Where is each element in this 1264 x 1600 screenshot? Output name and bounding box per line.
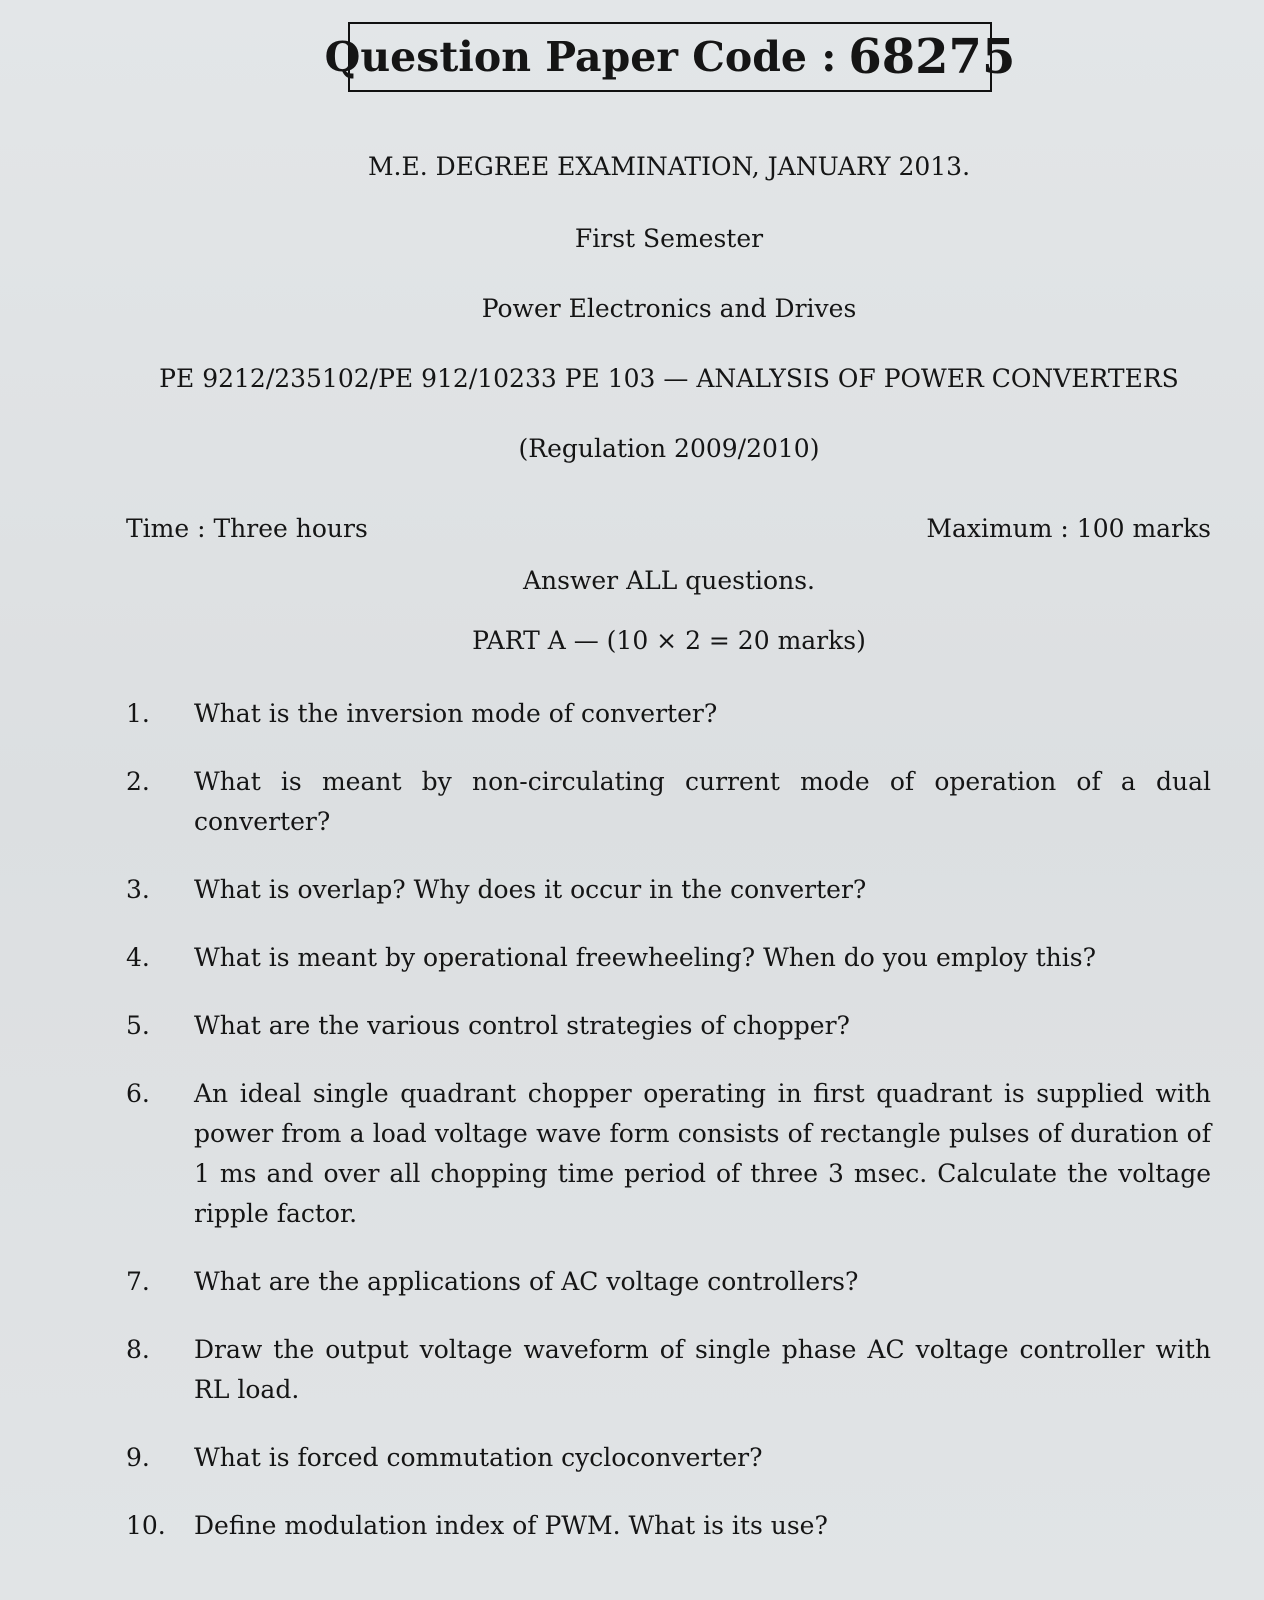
time-marks-row [126,514,1211,543]
question-text: What is the inversion mode of converter? [194,699,718,728]
question-number: 1. [126,699,150,728]
code-label: Question Paper Code : [324,33,837,81]
code-number: 68275 [848,29,1016,85]
question-item [126,1330,1211,1410]
question-item [126,1438,1211,1478]
question-item [126,870,1211,910]
question-text: What is forced commutation cycloconverter? [194,1443,763,1472]
question-number: 2. [126,767,150,796]
question-number: 9. [126,1443,150,1472]
question-paper-code-box [324,22,1016,92]
question-number: 10. [126,1511,166,1540]
question-text: Draw the output voltage waveform of single phase AC voltage controller with RL load. [194,1335,1211,1404]
question-item [126,694,1211,734]
question-text: An ideal single quadrant chopper operating in first quadrant is supplied with power from a load voltage wave form consists of rectangle pulses of duration of 1 ms and over all chopping time period of three 3 msec. Calculate the voltage ripple factor. [194,1079,1211,1228]
question-number: 5. [126,1011,150,1040]
question-text: What are the applications of AC voltage controllers? [194,1267,859,1296]
question-item [126,938,1211,978]
instruction: Answer ALL questions. [523,566,815,595]
question-item [126,1074,1211,1234]
question-item [126,1006,1211,1046]
branch: Power Electronics and Drives [481,294,857,323]
question-text: What is meant by operational freewheeling? When do you employ this? [194,943,1096,972]
question-number: 7. [126,1267,150,1296]
question-number: 8. [126,1335,150,1364]
question-text: Define modulation index of PWM. What is its use? [194,1511,828,1540]
question-item [126,1262,1211,1302]
question-number: 3. [126,875,150,904]
question-number: 4. [126,943,150,972]
semester: First Semester [574,224,764,253]
maximum-marks: Maximum : 100 marks [926,514,1211,543]
question-number: 6. [126,1079,150,1108]
question-text: What is overlap? Why does it occur in the converter? [194,875,867,904]
time-allowed: Time : Three hours [126,514,368,543]
question-item [126,1506,1211,1546]
question-item [126,762,1211,842]
part-heading: PART A — (10 × 2 = 20 marks) [472,626,866,655]
question-text: What are the various control strategies of chopper? [194,1011,850,1040]
subject-title: PE 9212/235102/PE 912/10233 PE 103 — ANALYSIS OF POWER CONVERTERS [159,364,1179,393]
regulation: (Regulation 2009/2010) [518,434,820,463]
question-list [126,694,1211,1574]
exam-title: M.E. DEGREE EXAMINATION, JANUARY 2013. [367,152,971,181]
question-text: What is meant by non-circulating current mode of operation of a dual converter? [194,767,1211,836]
